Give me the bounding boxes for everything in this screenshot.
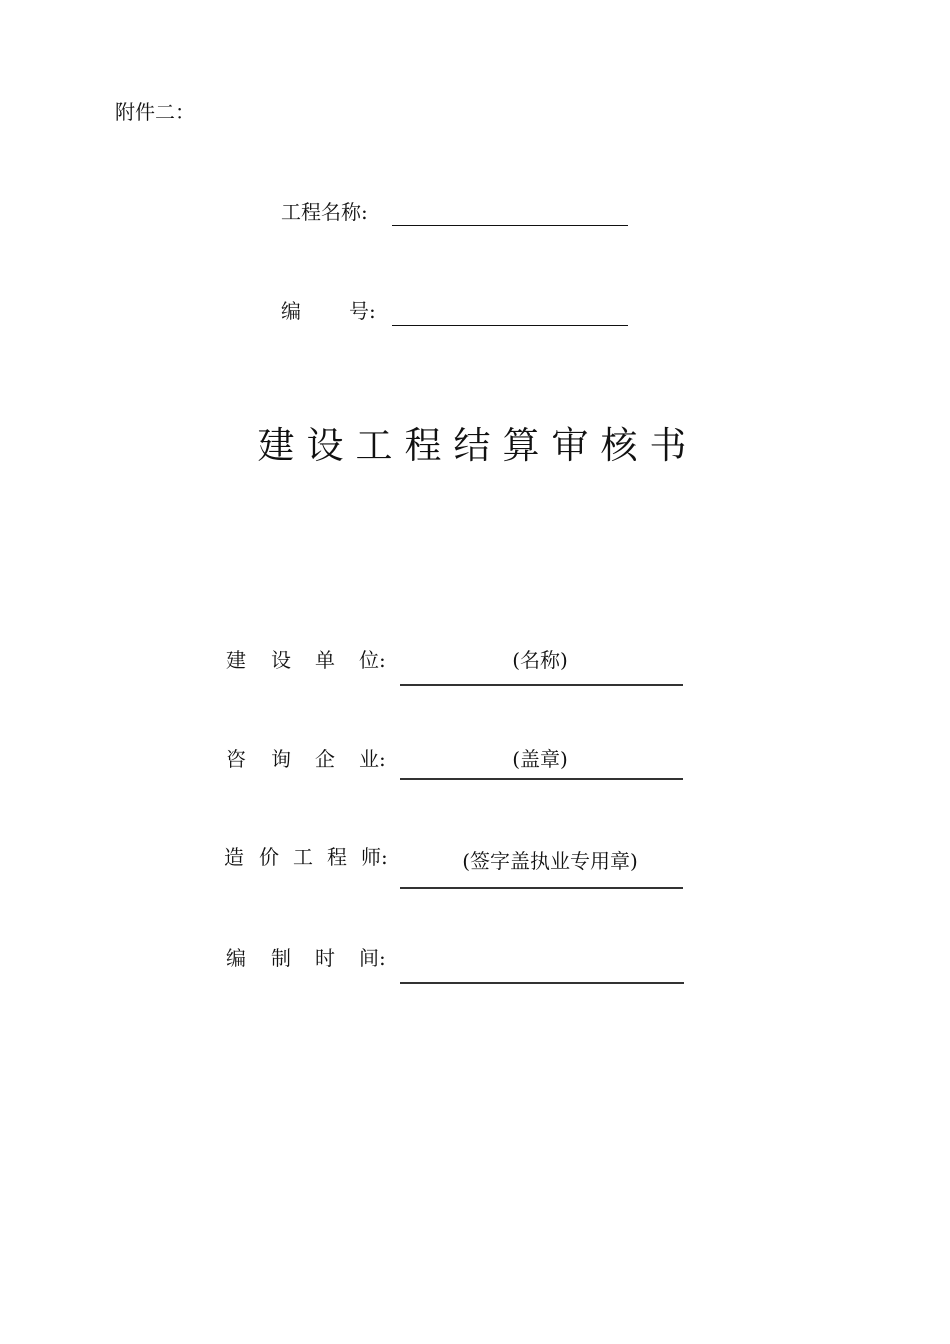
attachment-label: 附件二：: [115, 100, 195, 124]
construction-unit-hint: (名称): [512, 648, 568, 672]
consulting-firm-hint: (盖章): [512, 747, 568, 771]
prepared-date-label-char-2: 制: [271, 946, 291, 970]
prepared-date-label-char-3: 时: [315, 946, 335, 970]
prepared-date-input-line[interactable]: [400, 982, 684, 984]
number-label-char-1: 编: [281, 299, 301, 323]
number-label-char-2: 号:: [349, 299, 376, 323]
cost-engineer-hint: (签字盖执业专用章): [462, 849, 638, 873]
consulting-firm-label-char-4: 业:: [359, 747, 386, 771]
construction-unit-input-line[interactable]: [400, 684, 683, 686]
prepared-date-label-char-1: 编: [226, 946, 246, 970]
cost-engineer-input-line[interactable]: [400, 887, 683, 889]
project-name-label: 工程名称:: [281, 200, 368, 224]
construction-unit-label-char-1: 建: [226, 648, 246, 672]
consulting-firm-label-char-2: 询: [271, 747, 291, 771]
cost-engineer-label-char-2: 价: [259, 845, 279, 869]
cost-engineer-label-char-3: 工: [293, 845, 313, 869]
document-title: 建设工程结算审核书: [257, 424, 699, 467]
consulting-firm-input-line[interactable]: [400, 778, 683, 780]
cost-engineer-label-char-4: 程: [327, 845, 347, 869]
construction-unit-label-char-4: 位:: [359, 648, 386, 672]
consulting-firm-label-char-1: 咨: [226, 747, 246, 771]
construction-unit-label-char-2: 设: [271, 648, 291, 672]
construction-unit-label-char-3: 单: [315, 648, 335, 672]
cost-engineer-label-char-1: 造: [224, 845, 244, 869]
consulting-firm-label-char-3: 企: [315, 747, 335, 771]
cost-engineer-label-char-5: 师:: [361, 845, 388, 869]
prepared-date-label-char-4: 间:: [359, 946, 386, 970]
number-input-line[interactable]: [392, 325, 628, 326]
project-name-input-line[interactable]: [392, 225, 628, 226]
